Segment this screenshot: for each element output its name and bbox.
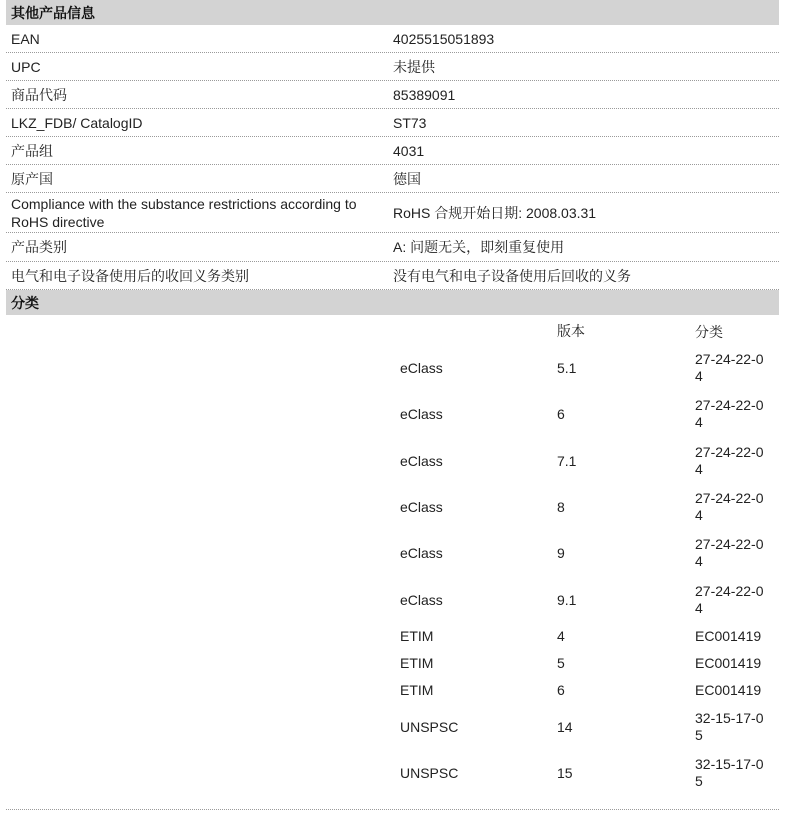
cell-class: 32-15-17-05 <box>695 756 764 790</box>
cell-system: ETIM <box>400 682 434 699</box>
cell-system: eClass <box>400 452 443 469</box>
table-row <box>397 391 779 437</box>
table-row <box>397 576 779 622</box>
cell-system: ETIM <box>400 628 434 645</box>
cell-class: 27-24-22-04 <box>695 582 764 616</box>
table-row <box>397 530 779 576</box>
cell-class: EC001419 <box>695 681 762 698</box>
info-value: 未提供 <box>393 58 435 75</box>
table-row <box>397 345 779 391</box>
info-label: 商品代码 <box>11 86 67 103</box>
cell-system: eClass <box>400 591 443 608</box>
cell-system: ETIM <box>400 655 434 672</box>
table-row <box>397 623 779 650</box>
classification-area <box>6 315 779 810</box>
info-row-ean <box>6 25 779 53</box>
column-header-class: 分类 <box>695 324 723 340</box>
info-row-catalog-id <box>6 109 779 137</box>
info-row-product-code <box>6 81 779 109</box>
cell-class: 27-24-22-04 <box>695 536 764 570</box>
product-info-panel <box>6 0 779 810</box>
cell-system: eClass <box>400 406 443 423</box>
table-row <box>397 438 779 484</box>
cell-version: 4 <box>557 628 565 645</box>
cell-version: 15 <box>557 765 573 782</box>
cell-system: UNSPSC <box>400 718 459 735</box>
cell-class: 27-24-22-04 <box>695 351 764 385</box>
section-header-classification: 分类 <box>6 290 779 315</box>
info-label: 原产国 <box>11 170 53 187</box>
table-row <box>397 484 779 530</box>
info-value: ST73 <box>393 114 427 131</box>
cell-system: UNSPSC <box>400 765 459 782</box>
cell-version: 9 <box>557 545 565 562</box>
info-row-weee-category <box>6 262 779 290</box>
cell-class: EC001419 <box>695 654 762 671</box>
cell-version: 6 <box>557 406 565 423</box>
table-row <box>397 704 779 750</box>
info-row-product-category <box>6 233 779 262</box>
info-value: 4025515051893 <box>393 30 495 47</box>
info-row-product-group <box>6 137 779 165</box>
cell-system: eClass <box>400 360 443 377</box>
info-value: 德国 <box>393 170 421 187</box>
column-header-version: 版本 <box>557 323 585 339</box>
table-row <box>397 750 779 796</box>
info-value: A: 问题无关，即刻重复使用 <box>393 239 565 255</box>
cell-system: eClass <box>400 545 443 562</box>
cell-class: 32-15-17-05 <box>695 709 764 743</box>
info-label: 产品组 <box>11 142 53 159</box>
cell-version: 8 <box>557 499 565 516</box>
info-row-country-of-origin <box>6 165 779 193</box>
info-label: EAN <box>11 30 40 47</box>
info-label: 电气和电子设备使用后的收回义务类别 <box>11 267 249 284</box>
cell-version: 7.1 <box>557 452 577 469</box>
cell-version: 14 <box>557 718 573 735</box>
info-value: 4031 <box>393 142 425 159</box>
table-row <box>397 650 779 677</box>
info-row-upc <box>6 53 779 81</box>
info-label: UPC <box>11 58 41 75</box>
info-value: RoHS 合规开始日期: 2008.03.31 <box>393 204 597 221</box>
info-label: 产品类别 <box>11 239 67 255</box>
info-row-rohs-compliance <box>6 193 779 233</box>
info-label: LKZ_FDB/ CatalogID <box>11 114 143 131</box>
cell-class: 27-24-22-04 <box>695 397 764 431</box>
info-label: Compliance with the substance restrictions according to RoHS directive <box>11 195 357 230</box>
info-value: 没有电气和电子设备使用后回收的义务 <box>393 267 631 284</box>
table-row <box>397 677 779 704</box>
info-value: 85389091 <box>393 86 456 103</box>
cell-version: 5.1 <box>557 360 577 377</box>
cell-version: 6 <box>557 682 565 699</box>
cell-version: 9.1 <box>557 591 577 608</box>
section-header-other-info: 其他产品信息 <box>6 0 779 25</box>
cell-version: 5 <box>557 655 565 672</box>
cell-class: 27-24-22-04 <box>695 443 764 477</box>
classification-header-row <box>397 315 779 345</box>
cell-class: EC001419 <box>695 627 762 644</box>
classification-table <box>397 315 779 796</box>
cell-system: eClass <box>400 499 443 516</box>
cell-class: 27-24-22-04 <box>695 490 764 524</box>
